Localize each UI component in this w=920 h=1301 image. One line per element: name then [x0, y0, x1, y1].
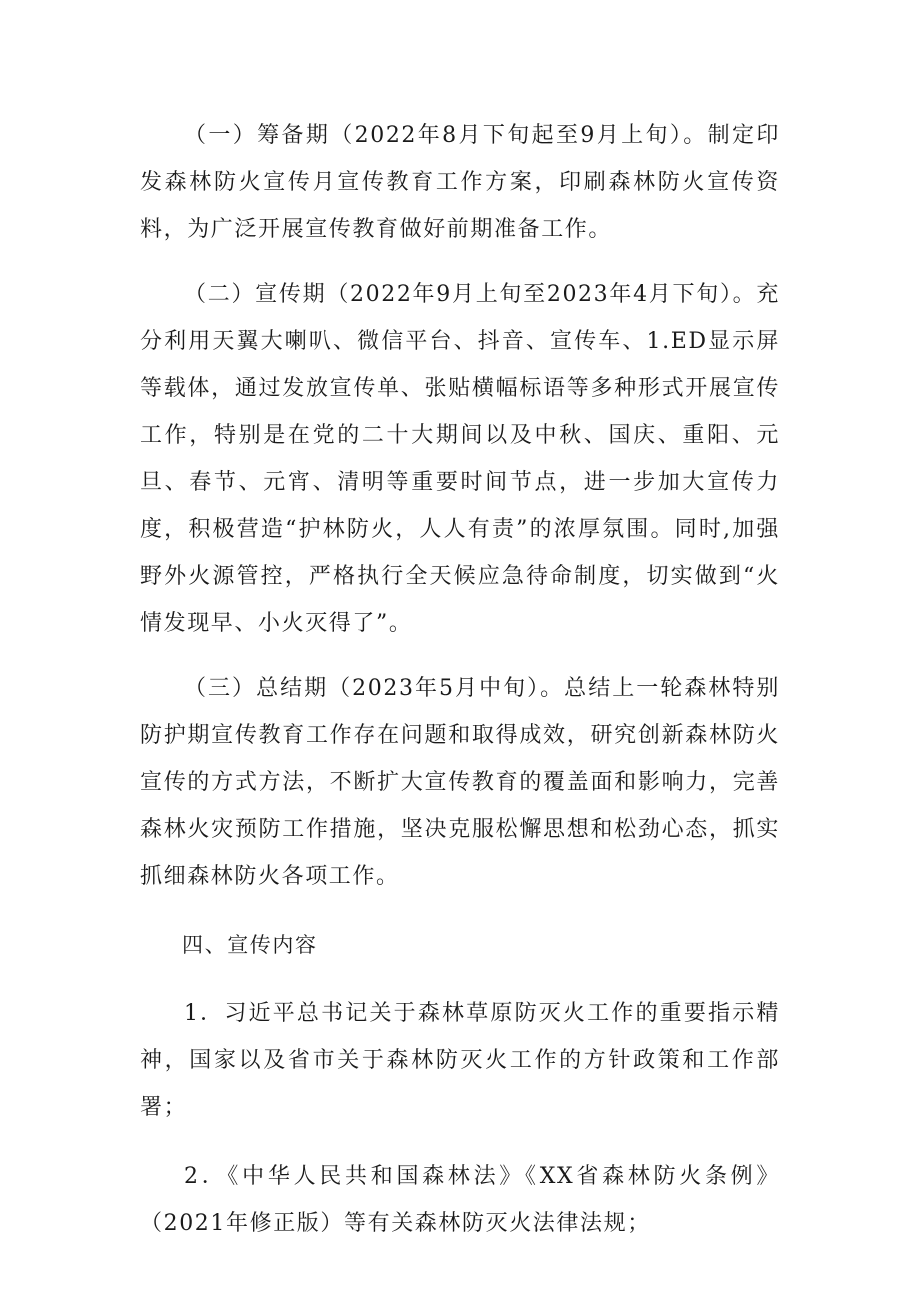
list-item-content-1: 1．习近平总书记关于森林草原防灭火工作的重要指示精神，国家以及省市关于森林防灭火工作的方针政策和工作部署； [140, 1001, 780, 1120]
paragraph-publicity-period: （二）宣传期（2022年9月上旬至2023年4月下旬）。充分利用天翼大喇叭、微信平台、抖音、宣传车、1.ED显示屏等载体，通过发放宣传单、张贴横幅标语等多种形式开展宣传工作，特别是在党的二十大期间以及中秋、国庆、重阳、元旦、春节、元宵、清明等重要时间节点，进一步加大宣传力度，积极营造“护林防火，人人有责”的浓厚氛围。同时,加强野外火源管控，严格执行全天候应急待命制度，切实做到“火情发现早、小火灭得了”。 [140, 282, 780, 636]
paragraph-preparation-period: （一）筹备期（2022年8月下旬起至9月上旬）。制定印发森林防火宣传月宣传教育工作方案，印刷森林防火宣传资料，为广泛开展宣传教育做好前期准备工作。 [140, 123, 780, 242]
list-item-content-2: 2．《中华人民共和国森林法》《XX省森林防火条例》（2021年修正版）等有关森林防灭火法律法规； [140, 1164, 780, 1236]
document-body [140, 112, 780, 1247]
paragraph-summary-period: （三）总结期（2023年5月中旬）。总结上一轮森林特别防护期宣传教育工作存在问题和取得成效，研究创新森林防火宣传的方式方法，不断扩大宣传教育的覆盖面和影响力，完善森林火灾预防工作措施，坚决克服松懈思想和松劲心态，抓实抓细森林防火各项工作。 [140, 676, 780, 889]
section-heading-publicity-content: 四、宣传内容 [182, 933, 318, 957]
